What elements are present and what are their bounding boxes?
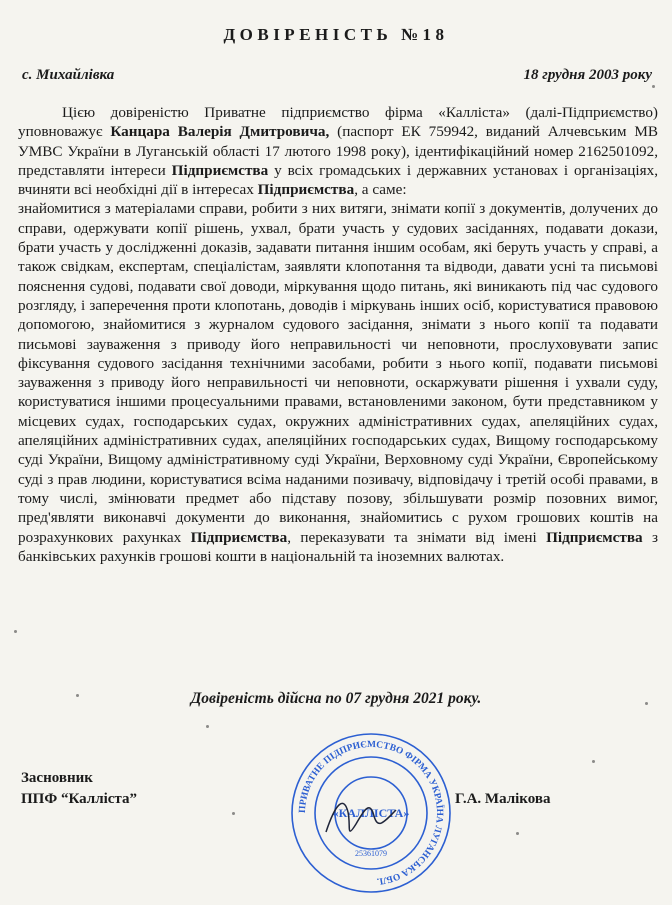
- bold-text-run: Підприємства: [546, 528, 643, 546]
- paper-speck: [232, 812, 235, 815]
- founder-title: Засновник: [21, 770, 93, 786]
- paper-speck: [645, 702, 648, 705]
- text-run: знайомитися з матеріалами справи, робити з них витяги, знімати копії з документів, долучених до справи, одержувати копії рішень, ухвал, брати участь у судових засіданнях, подавати докази, брати участь у дослідженні доказів, задавати питання іншим особам, які беруть участь у справі, а також свідкам, експертам, спеціалістам, заявляти клопотання та відводи, давати усні та письмові пояснення судові, подавати свої доводи, міркування щодо питань, які виникають під час судового розгляду, і заперечення проти клопотань, доводів і міркувань інших осіб, користуватися правовою допомогою, знайомитися з журналом судового засідання, знімати з нього копії та подавати письмові зауваження з приводу його неправильності чи неповноти, прослуховувати запис фіксування судового засідання технічними засобами, робити з нього копії, подавати письмові зауваження з приводу його неправильності чи неповноти, оскаржувати рішення і ухвали суду, користуватися іншими процесуальними правами, встановленими законом, бути представником у місцевих судах, господарських судах, окружних адміністративних судах, апеляційних судах, апеляційних адміністративних судах, апеляційних господарських судах, Вищому господарському суді України, Вищому адміністративному суді України, Верховному суді України, Європейському суді з прав людини, користуватися всіма наданими позивачу, відповідачу і третій особі правами, в тому числі, змінювати предмет або підставу позову, збільшувати розмір позовних вимог, пред'являти виконавчі документи до виконання, знайомитись с рухом грошових коштів на розрахункових рахунках: [18, 200, 658, 546]
- text-run: , переказувати та знімати від імені: [287, 528, 547, 546]
- stamp-ring-text: ПРИВАТНЕ ПІДПРИЄМСТВО ФІРМА УКРАЇНА ЛУГАНСЬКА ОБЛ.: [297, 739, 445, 886]
- document-place: с. Михайлівка: [22, 67, 115, 83]
- document-title: ДОВІРЕНІСТЬ №18: [223, 25, 449, 44]
- paper-speck: [14, 630, 17, 633]
- validity-statement: Довіреність дійсна по 07 грудня 2021 року.: [190, 690, 482, 707]
- text-run: , а саме:: [354, 181, 407, 199]
- stamp-center-text: «КАЛЛІСТА»: [332, 806, 410, 820]
- document-date: 18 грудня 2003 року: [523, 67, 652, 83]
- text-run: у всіх громадських і державних установах і організаціях, вчиняти всі необхідні дії в інтересах: [18, 161, 658, 199]
- text-run: Цією довіреністю Приватне підприємство фірма «Каллiста» (далі-Підприємство) уповноважує: [18, 104, 658, 141]
- body-paragraph-2: [18, 199, 658, 566]
- company-stamp: [286, 728, 456, 898]
- paper-speck: [206, 725, 209, 728]
- body-paragraph-1: [18, 103, 658, 199]
- text-run: (паспорт ЕК 759942, виданий Алчевським МВ УМВС України в Луганській області 17 лютого 1998 року), ідентифікаційний номер 2162501092, представляти інтереси: [18, 123, 659, 179]
- text-run: з банківських рахунків грошові кошти в національній та іноземних валютах.: [18, 528, 659, 565]
- founder-company: ППФ “Каллiста”: [21, 791, 137, 807]
- signer-name: Г.А. Малікова: [455, 791, 551, 807]
- paper-speck: [592, 760, 595, 763]
- paper-speck: [652, 85, 655, 88]
- bold-text-run: Підприємства: [171, 161, 269, 179]
- paper-speck: [76, 694, 79, 697]
- stamp-code-text: 25361079: [355, 849, 387, 858]
- bold-text-run: Канцара Валерія Дмитровича,: [110, 123, 330, 141]
- bold-text-run: Підприємства: [190, 528, 288, 546]
- bold-text-run: Підприємства: [257, 181, 355, 199]
- document-body: [18, 103, 658, 566]
- paper-speck: [516, 832, 519, 835]
